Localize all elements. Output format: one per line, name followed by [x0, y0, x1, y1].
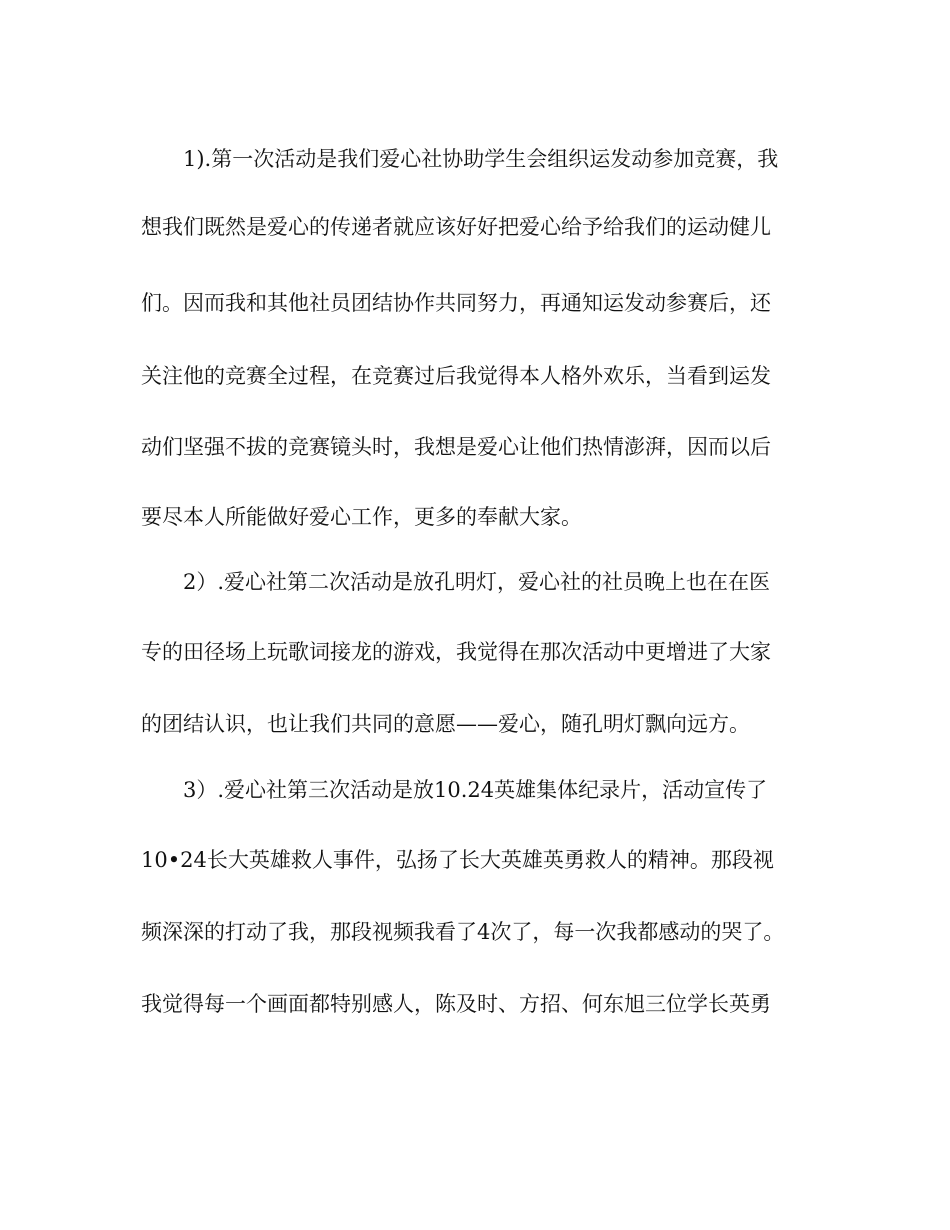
paragraph-1-line-1: 1).第一次活动是我们爱心社协助学生会组织运发动参加竞赛，我 — [183, 147, 779, 171]
paragraph-3-line-4: 我觉得每一个画面都特别感人，陈及时、方招、何东旭三位学长英勇 — [141, 992, 771, 1016]
paragraph-2-line-2: 专的田径场上玩歌词接龙的游戏，我觉得在那次活动中更增进了大家 — [141, 640, 771, 664]
paragraph-1-line-4: 关注他的竞赛全过程，在竞赛过后我觉得本人格外欢乐，当看到运发 — [141, 364, 771, 388]
paragraph-3-line-2: 10•24长大英雄救人事件，弘扬了长大英雄英勇救人的精神。那段视 — [141, 848, 774, 872]
paragraph-2-line-1: 2）.爱心社第二次活动是放孔明灯，爱心社的社员晚上也在在医 — [183, 570, 771, 594]
paragraph-1-line-2: 想我们既然是爱心的传递者就应该好好把爱心给予给我们的运动健儿 — [141, 215, 771, 239]
paragraph-1-line-5: 动们坚强不拔的竞赛镜头时，我想是爱心让他们热情澎湃，因而以后 — [141, 435, 771, 459]
paragraph-1-line-6: 要尽本人所能做好爱心工作，更多的奉献大家。 — [141, 505, 582, 529]
paragraph-3-line-3: 频深深的打动了我，那段视频我看了4次了，每一次我都感动的哭了。 — [141, 920, 785, 944]
paragraph-1-line-3: 们。因而我和其他社员团结协作共同努力，再通知运发动参赛后，还 — [141, 291, 771, 315]
paragraph-3-line-1: 3）.爱心社第三次活动是放10.24英雄集体纪录片，活动宣传了 — [183, 778, 768, 802]
paragraph-2-line-3: 的团结认识，也让我们共同的意愿——爱心，随孔明灯飘向远方。 — [141, 712, 750, 736]
